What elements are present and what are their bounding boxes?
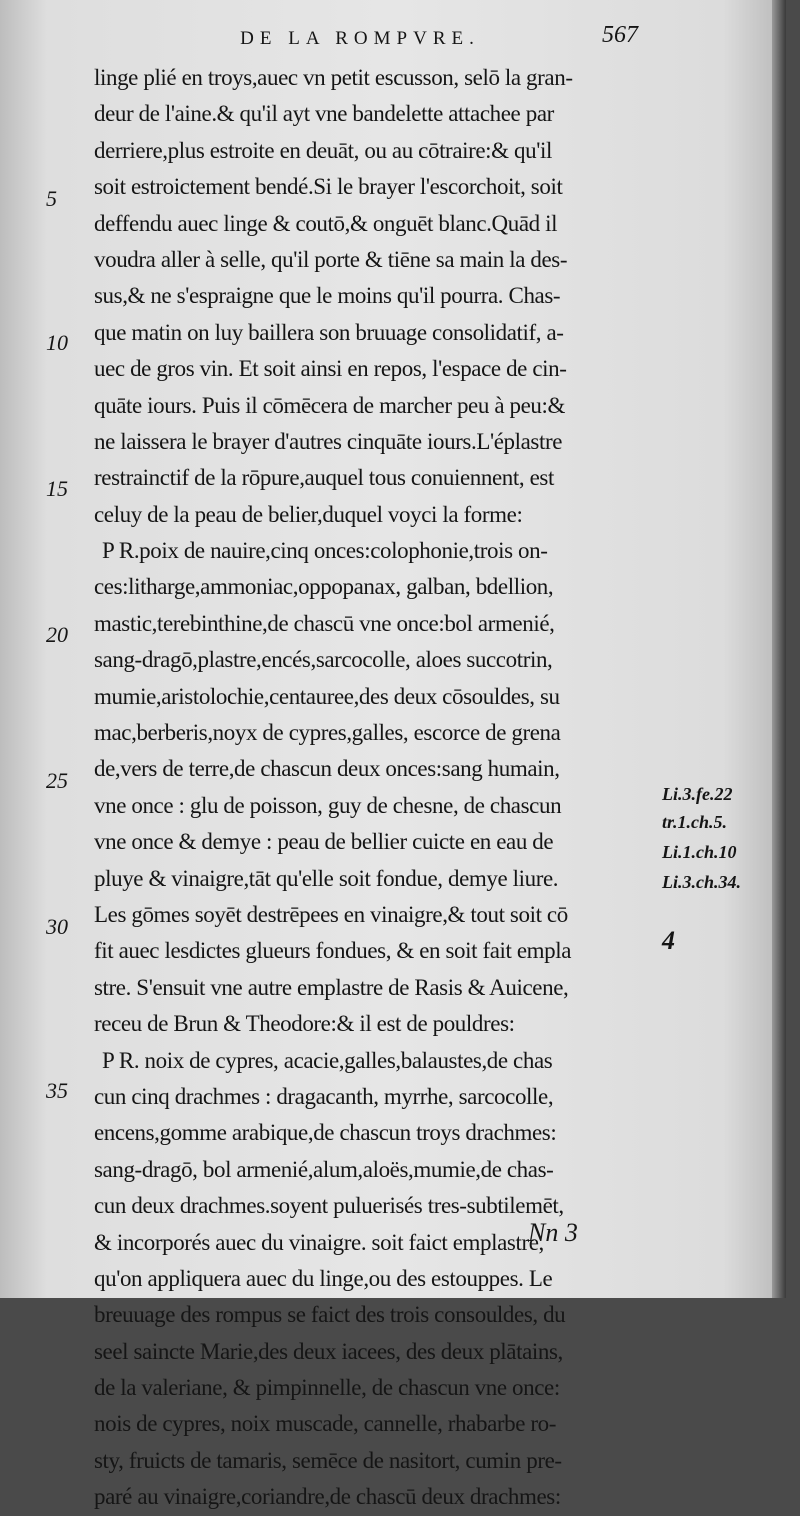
line-number: 30	[46, 914, 68, 939]
text-line: receu de Brun & Theodore:& il est de pouldres:	[94, 1011, 515, 1037]
text-line: & incorporés auec du vinaigre. soit faict emplastre,	[94, 1229, 544, 1255]
text-line: stre. S'ensuit vne autre emplastre de Rasis & Auicene,	[94, 974, 569, 1000]
text-line: soit estroictement bendé.Si le brayer l'escorchoit, soit	[94, 174, 563, 200]
marginal-note: Li.3.fe.22	[662, 784, 733, 804]
text-line: cun deux drachmes.soyent puluerisés tres-subtilemēt,	[94, 1193, 564, 1219]
text-line: mumie,aristolochie,centauree,des deux cōsouldes, su	[94, 683, 560, 709]
text-line: sang-dragō,plastre,encés,sarcocolle, aloes succotrin,	[94, 647, 553, 673]
text-line: P R. noix de cypres, acacie,galles,balaustes,de chas	[102, 1047, 553, 1073]
text-line: vne once : glu de poisson, guy de chesne, de chascun	[94, 792, 562, 818]
line-number: 5	[46, 186, 57, 211]
text-line: seel saincte Marie,des deux iacees, des deux plātains,	[94, 1338, 563, 1364]
text-line: uec de gros vin. Et soit ainsi en repos, l'espace de cin-	[94, 356, 567, 382]
text-line: P R.poix de nauire,cinq onces:colophonie,trois on-	[102, 538, 548, 564]
marginal-note: tr.1.ch.5.	[662, 812, 728, 832]
text-line: Les gōmes soyēt destrēpees en vinaigre,& tout soit cō	[94, 901, 568, 927]
line-number: 35	[46, 1078, 68, 1103]
main-text-block	[94, 60, 656, 1516]
text-line: derriere,plus estroite en deuāt, ou au cōtraire:& qu'il	[94, 137, 552, 163]
marginal-note: Li.3.ch.34.	[662, 872, 741, 892]
page-edge-shadow	[772, 0, 786, 1298]
text-line: qu'on appliquera auec du linge,ou des estouppes. Le	[94, 1265, 553, 1291]
text-line: cun cinq drachmes : dragacanth, myrrhe, sarcocolle,	[94, 1083, 554, 1109]
line-number: 15	[46, 476, 68, 501]
text-line: sang-dragō, bol armenié,alum,aloës,mumie,de chas-	[94, 1156, 554, 1182]
text-line: breuuage des rompus se faict des trois consouldes, du	[94, 1302, 566, 1328]
text-line: que matin on luy baillera son bruuage consolidatif, a-	[94, 319, 564, 345]
text-line: encens,gomme arabique,de chascun troys drachmes:	[94, 1120, 557, 1146]
text-line: de,vers de terre,de chascun deux onces:sang humain,	[94, 756, 560, 782]
line-number: 20	[46, 622, 68, 647]
text-line: deur de l'aine.& qu'il ayt vne bandelette attachee par	[94, 101, 554, 127]
text-line: mastic,terebinthine,de chascū vne once:bol armenié,	[94, 610, 555, 636]
marginal-note: 4	[662, 926, 675, 955]
text-line: fit auec lesdictes glueurs fondues, & en soit fait empla	[94, 938, 572, 964]
text-line: ces:litharge,ammoniac,oppopanax, galban, bdellion,	[94, 574, 554, 600]
text-line: linge plié en troys,auec vn petit escusson, selō la gran-	[94, 65, 573, 90]
text-line: vne once & demye : peau de bellier cuicte en eau de	[94, 829, 554, 855]
page-number: 567	[602, 22, 638, 48]
signature-mark: Nn 3	[528, 1218, 578, 1247]
text-line: quāte iours. Puis il cōmēcera de marcher peu à peu:&	[94, 392, 565, 418]
text-line: sty, fruicts de tamaris, semēce de nasitort, cumin pre-	[94, 1447, 562, 1473]
line-number: 10	[46, 330, 68, 355]
text-line: voudra aller à selle, qu'il porte & tiēne sa main la des-	[94, 246, 568, 272]
text-line: ne laissera le brayer d'autres cinquāte iours.L'éplastre	[94, 428, 563, 454]
text-line: pluye & vinaigre,tāt qu'elle soit fondue, demye liure.	[94, 865, 559, 891]
text-line: paré au vinaigre,coriandre,de chascū deux drachmes:	[94, 1484, 561, 1510]
running-head: DE LA ROMPVRE.	[240, 28, 480, 49]
text-line: nois de cypres, noix muscade, cannelle, rhabarbe ro-	[94, 1411, 557, 1437]
text-line: de la valeriane, & pimpinnelle, de chascun vne once:	[94, 1375, 560, 1401]
text-line: mac,berberis,noyx de cypres,galles, escorce de grena	[94, 720, 561, 746]
text-line: deffendu auec linge & coutō,& onguēt blanc.Quād il	[94, 210, 558, 236]
text-line: sus,& ne s'espraigne que le moins qu'il pourra. Chas-	[94, 283, 561, 309]
marginal-note: Li.1.ch.10	[662, 842, 737, 862]
line-number: 25	[46, 768, 68, 793]
text-line: restrainctif de la rōpure,auquel tous conuiennent, est	[94, 465, 554, 491]
text-line: celuy de la peau de belier,duquel voyci la forme:	[94, 501, 523, 527]
